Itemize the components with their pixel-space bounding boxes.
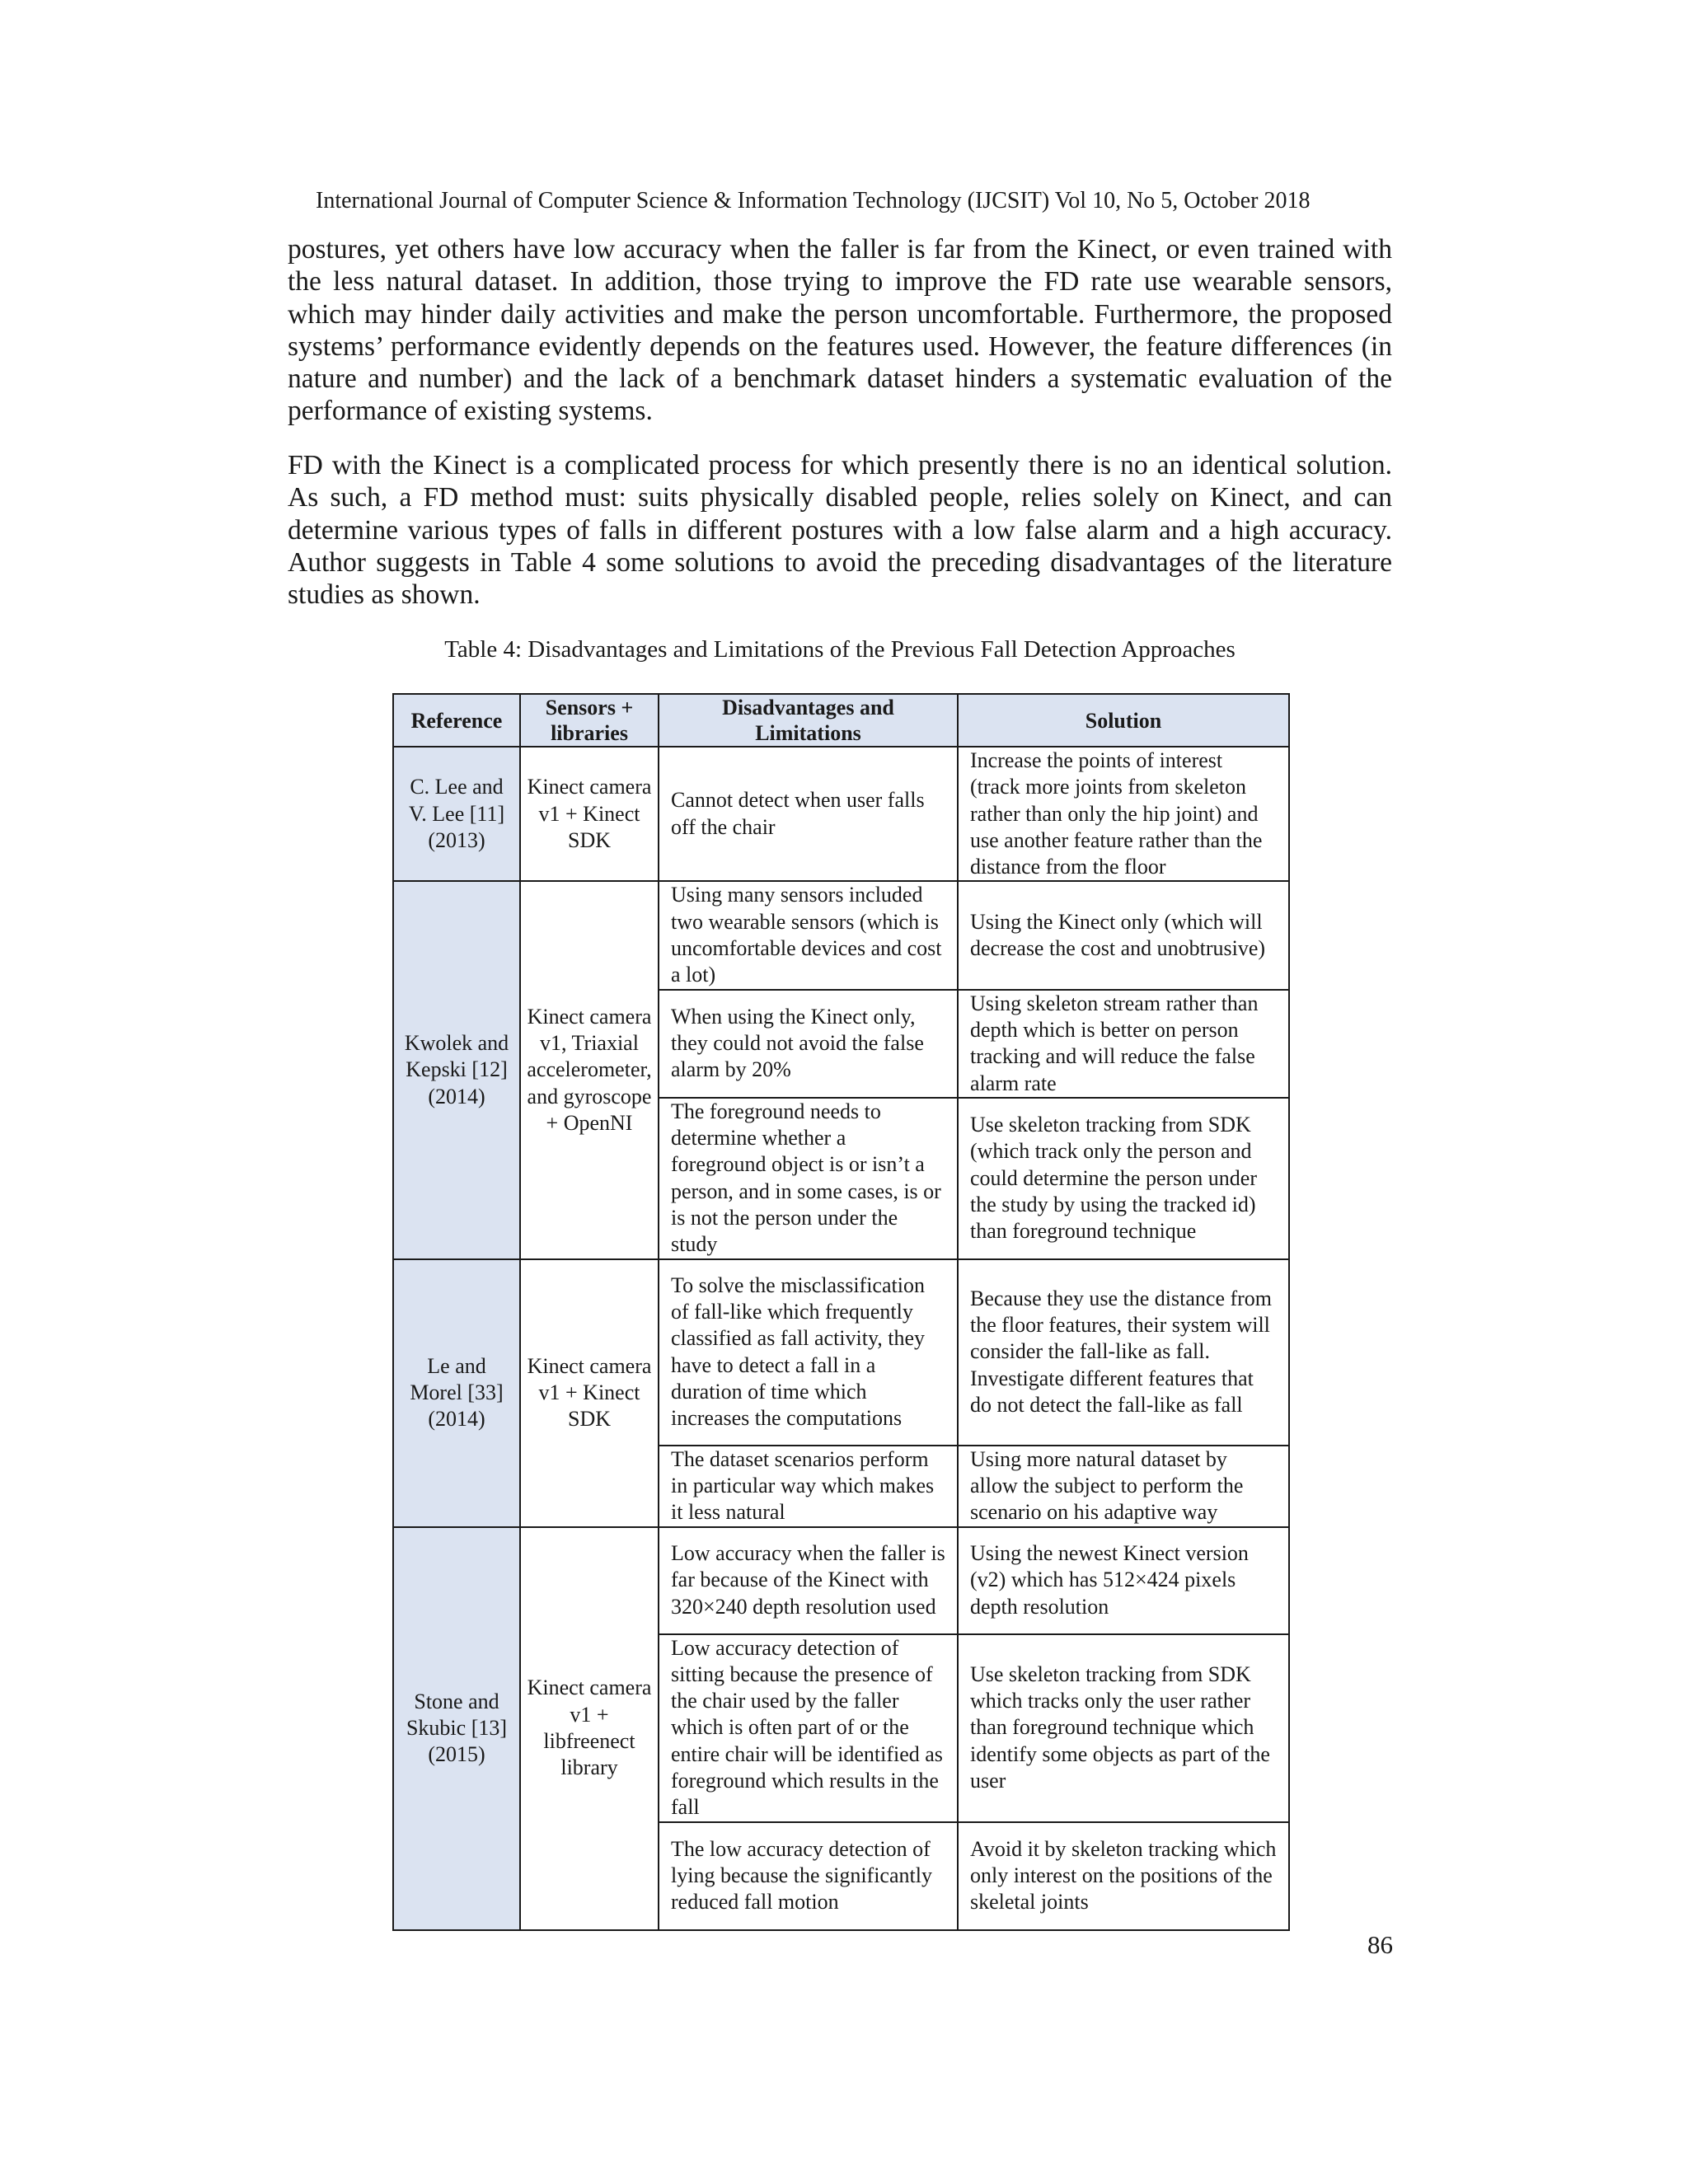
header-reference: Reference bbox=[393, 694, 520, 747]
reference-cell: Le and Morel [33] (2014) bbox=[393, 1259, 520, 1527]
sensors-cell: Kinect camera v1 + Kinect SDK bbox=[520, 747, 659, 881]
reference-cell: Stone and Skubic [13] (2015) bbox=[393, 1527, 520, 1930]
disadvantage-cell: The foreground needs to determine whether a foreground object is or isn’t a person, and in some cases, is or is not the person under the study bbox=[659, 1098, 958, 1259]
table-caption: Table 4: Disadvantages and Limitations of the Previous Fall Detection Approaches bbox=[444, 636, 1236, 663]
limitations-table bbox=[392, 693, 1290, 1931]
solution-cell: Avoid it by skeleton tracking which only interest on the positions of the skeletal joints bbox=[958, 1822, 1289, 1930]
solution-cell: Using the Kinect only (which will decrease the cost and unobtrusive) bbox=[958, 881, 1289, 989]
solution-cell: Using the newest Kinect version (v2) which has 512×424 pixels depth resolution bbox=[958, 1527, 1289, 1634]
disadvantage-cell: Using many sensors included two wearable sensors (which is uncomfortable devices and cost a lot) bbox=[659, 881, 958, 989]
sensors-cell: Kinect camera v1 + libfreenect library bbox=[520, 1527, 659, 1930]
disadvantage-cell: Cannot detect when user falls off the chair bbox=[659, 747, 958, 881]
table-row bbox=[393, 881, 1289, 989]
running-header: International Journal of Computer Science & Information Technology (IJCSIT) Vol 10, No 5, October 2018 bbox=[316, 188, 1311, 213]
table-row bbox=[393, 1259, 1289, 1446]
table-header-row bbox=[393, 694, 1289, 747]
header-solution: Solution bbox=[958, 694, 1289, 747]
disadvantage-cell: When using the Kinect only, they could not avoid the false alarm by 20% bbox=[659, 990, 958, 1098]
solution-cell: Increase the points of interest (track more joints from skeleton rather than only the hip joint) and use another feature rather than the distance from the floor bbox=[958, 747, 1289, 881]
sensors-cell: Kinect camera v1 + Kinect SDK bbox=[520, 1259, 659, 1527]
body-paragraph-2: FD with the Kinect is a complicated process for which presently there is no an identical solution. As such, a FD method must: suits physically disabled people, relies solely on Kinect, and can determine various types of falls in different postures with a low false alarm and a high accuracy. Author suggests in Table 4 some solutions to avoid the preceding disadvantages of the literature studies as shown. bbox=[288, 450, 1392, 611]
sensors-cell: Kinect camera v1, Triaxial accelerometer, and gyroscope + OpenNI bbox=[520, 881, 659, 1258]
disadvantage-cell: The dataset scenarios perform in particular way which makes it less natural bbox=[659, 1446, 958, 1527]
table-row bbox=[393, 1527, 1289, 1634]
disadvantage-cell: To solve the misclassification of fall-like which frequently classified as fall activity, they have to detect a fall in a duration of time which increases the computations bbox=[659, 1259, 958, 1446]
solution-cell: Using skeleton stream rather than depth which is better on person tracking and will reduce the false alarm rate bbox=[958, 990, 1289, 1098]
disadvantage-cell: Low accuracy detection of sitting because the presence of the chair used by the faller which is often part of or the entire chair will be identified as foreground which results in the fall bbox=[659, 1634, 958, 1822]
reference-cell: Kwolek and Kepski [12] (2014) bbox=[393, 881, 520, 1258]
header-disadvantages: Disadvantages and Limitations bbox=[659, 694, 958, 747]
disadvantage-cell: The low accuracy detection of lying because the significantly reduced fall motion bbox=[659, 1822, 958, 1930]
header-sensors: Sensors + libraries bbox=[520, 694, 659, 747]
solution-cell: Use skeleton tracking from SDK which tracks only the user rather than foreground technique which identify some objects as part of the user bbox=[958, 1634, 1289, 1822]
disadvantage-cell: Low accuracy when the faller is far because of the Kinect with 320×240 depth resolution used bbox=[659, 1527, 958, 1634]
body-paragraph-1: postures, yet others have low accuracy when the faller is far from the Kinect, or even trained with the less natural dataset. In addition, those trying to improve the FD rate use wearable sensors, which may hinder daily activities and make the person uncomfortable. Furthermore, the proposed systems’ performance evidently depends on the features used. However, the feature differences (in nature and number) and the lack of a benchmark dataset hinders a systematic evaluation of the performance of existing systems. bbox=[288, 234, 1392, 427]
solution-cell: Use skeleton tracking from SDK (which track only the person and could determine the person under the study by using the tracked id) than foreground technique bbox=[958, 1098, 1289, 1259]
solution-cell: Using more natural dataset by allow the subject to perform the scenario on his adaptive way bbox=[958, 1446, 1289, 1527]
page-number: 86 bbox=[1367, 1930, 1393, 1959]
reference-cell: C. Lee and V. Lee [11] (2013) bbox=[393, 747, 520, 881]
table-row bbox=[393, 747, 1289, 881]
solution-cell: Because they use the distance from the floor features, their system will consider the fall-like as fall. Investigate different features that do not detect the fall-like as fall bbox=[958, 1259, 1289, 1446]
